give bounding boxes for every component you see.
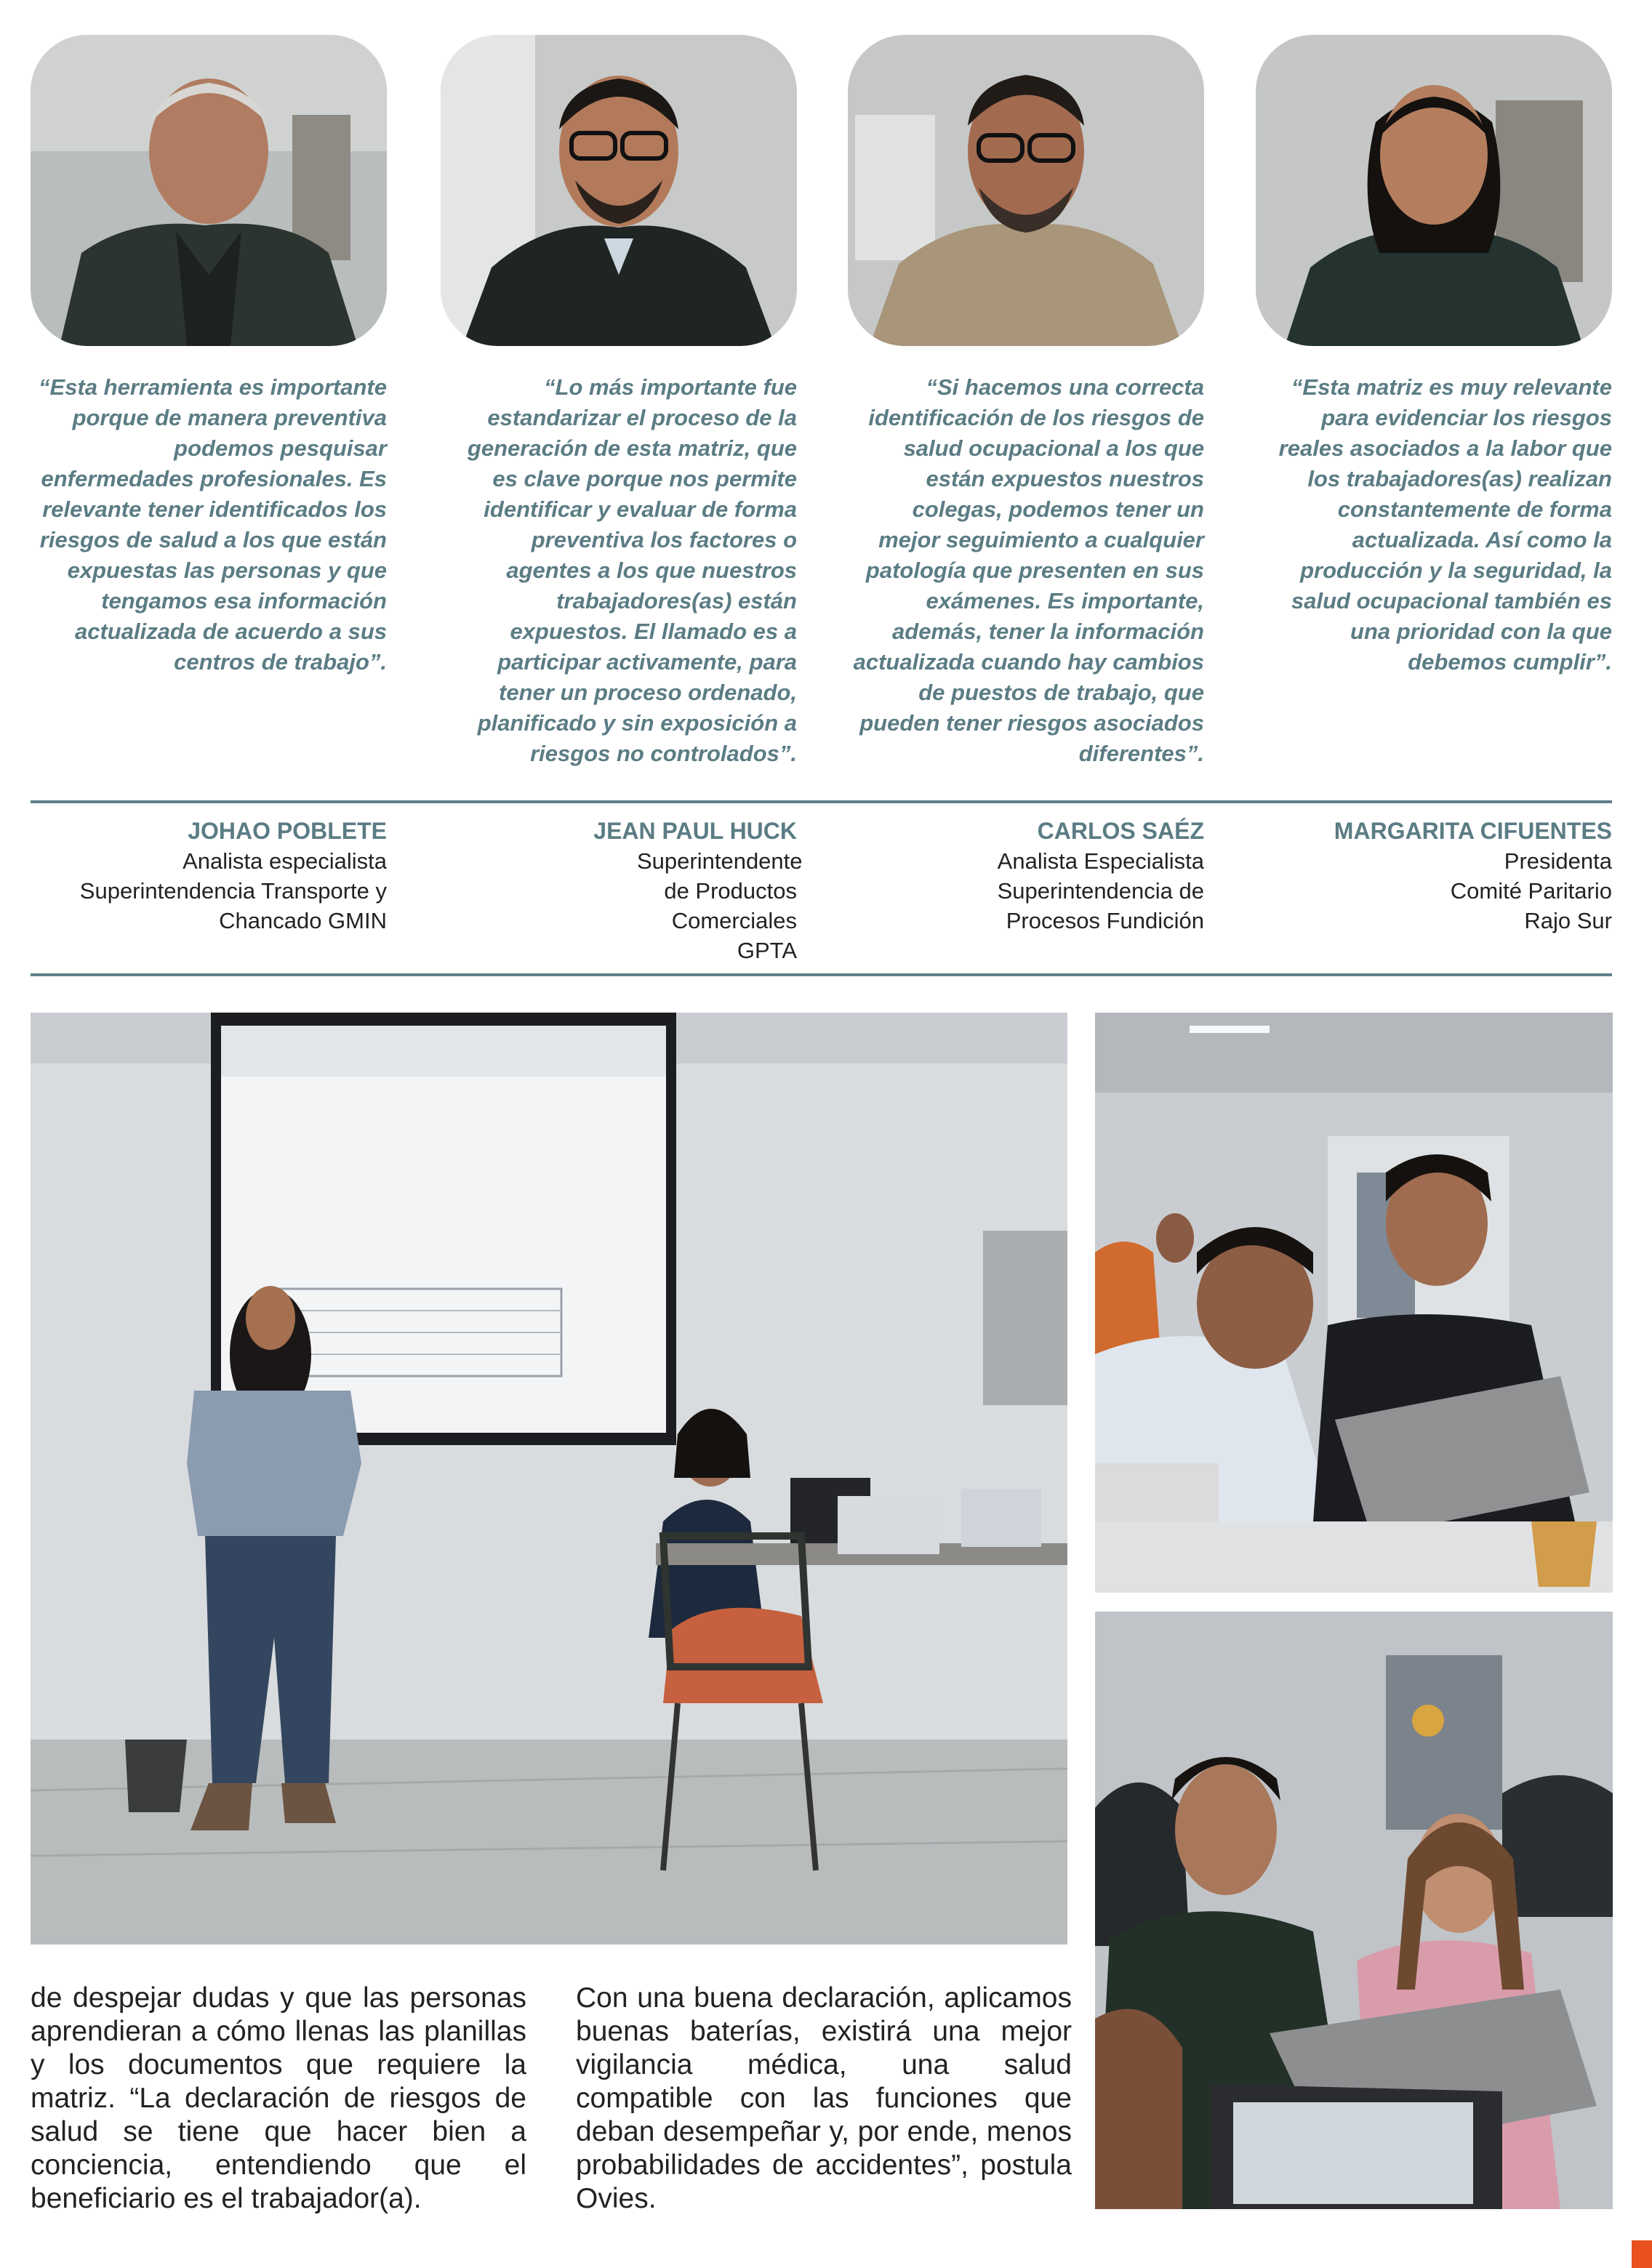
workshop-presentation-photo [31, 1013, 1067, 1945]
attribution-johao-poblete [31, 816, 387, 936]
testimonial-quote: “Esta herramienta es importante porque de manera preventiva podemos pesquisar enfermedades profesionales. Es relevante tener identificados los riesgos de salud a los que están expuestas las personas y que tengamos esa información actualizada de acuerdo a sus centros de trabajo”. [39, 374, 387, 675]
portrait-johao-poblete [31, 35, 387, 346]
testimonial-quote: “Lo más importante fue estandarizar el proceso de la generación de esta matriz, que es clave porque nos permite identificar y evaluar de forma preventiva los factores o agentes a los que nuestros trabajadores(as) están expuestos. El llamado es a participar activamente, para tener un proceso ordenado, planificado y sin exposición a riesgos no controlados”. [467, 374, 797, 766]
divider-bottom [31, 973, 1612, 976]
body-text-column-2: Con una buena declaración, aplicamos buenas baterías, existirá una mejor vigilancia médica, una salud compatible con las funciones que deban desempeñar y, por ende, menos probabilidades de accidentes”, postula Ovies. [576, 1982, 1072, 2214]
person-role: Presidenta Comité Paritario Rajo Sur [1450, 848, 1612, 933]
person-role: Analista Especialista Superintendencia de Procesos Fundición [997, 848, 1204, 933]
body-text-column-1: de despejar dudas y que las personas aprendieran a cómo llenas las planillas y los documentos que requiere la matriz. “La declaración de riesgos de salud se tiene que hacer bien a conciencia, entendiendo que el beneficiario es el trabajador(a). [31, 1982, 526, 2214]
attribution-jean-paul-huck [441, 816, 803, 965]
page-corner-marker [1632, 2240, 1652, 2268]
portrait-carlos-saez [848, 35, 1204, 346]
person-name: MARGARITA CIFUENTES [1334, 818, 1612, 844]
person-role: Superintendente de Productos Comerciales GPTA [637, 848, 803, 963]
testimonial-quote: “Si hacemos una correcta identificación de los riesgos de salud ocupacional a los que están expuestos nuestros colegas, podemos tener un mejor seguimiento a cualquier patología que presenten en sus exámenes. Es importante, además, tener la información actualizada cuando hay cambios de puestos de trabajo, que pueden tener riesgos asociados diferentes”. [853, 374, 1204, 766]
person-name: JOHAO POBLETE [188, 818, 387, 844]
portrait-jean-paul-huck [441, 35, 797, 346]
person-name: JEAN PAUL HUCK [593, 818, 797, 844]
divider-top [31, 800, 1612, 803]
person-name: CARLOS SAÉZ [1037, 818, 1204, 844]
person-role: Analista especialista Superintendencia Transporte y Chancado GMIN [79, 848, 387, 933]
attribution-margarita-cifuentes [1256, 816, 1612, 936]
laptop-discussion-photo [1095, 1013, 1613, 1593]
portrait-margarita-cifuentes [1256, 35, 1612, 346]
attribution-carlos-saez [848, 816, 1204, 936]
testimonial-quote: “Esta matriz es muy relevante para evidenciar los riesgos reales asociados a la labor que los trabajadores(as) realizan constantemente de forma actualizada. Así como la producción y la seguridad, la salud ocupacional también es una prioridad con la que debemos cumplir”. [1278, 374, 1612, 675]
team-review-photo [1095, 1612, 1613, 2209]
